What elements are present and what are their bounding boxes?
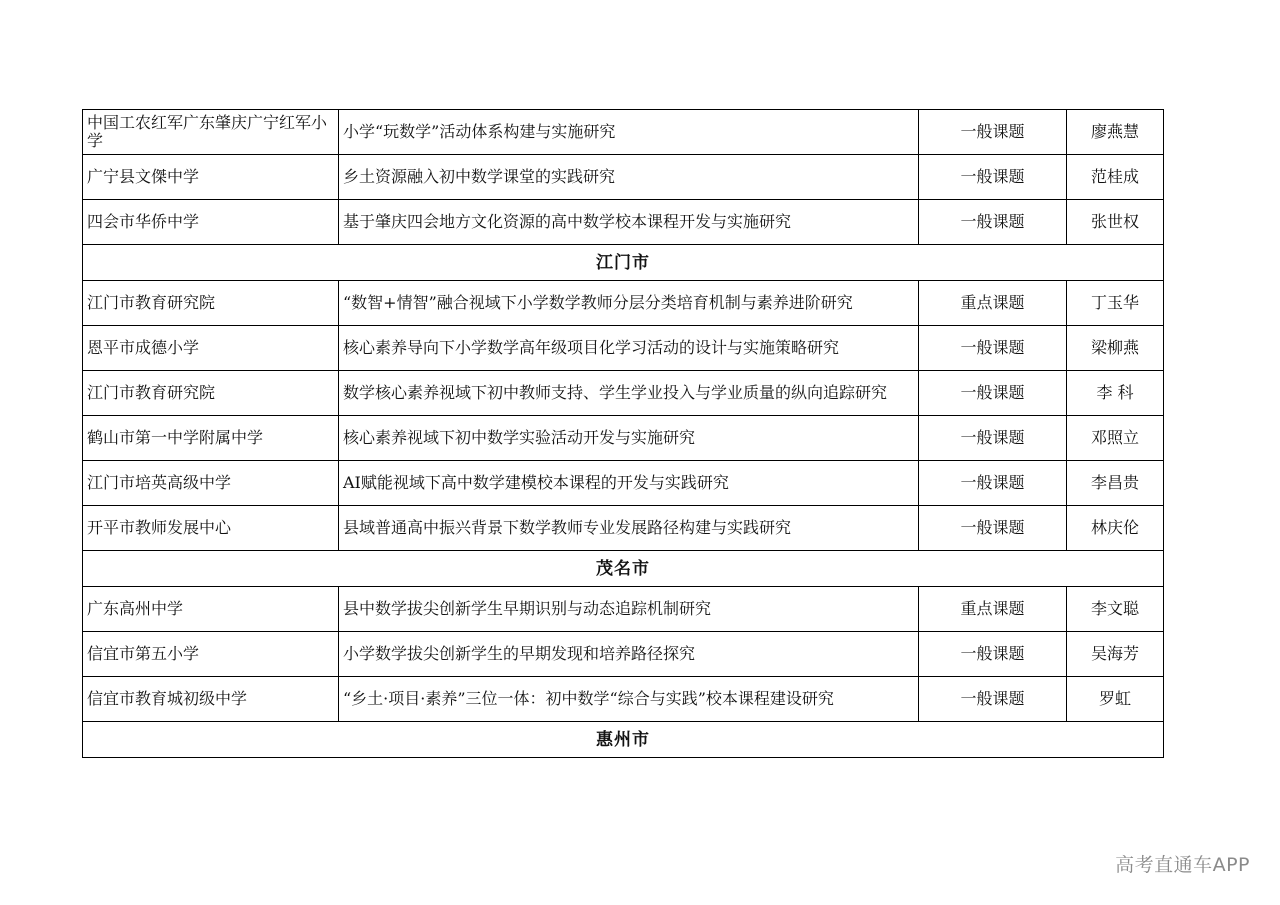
project-list-table	[82, 109, 1164, 758]
project-title-cell: AI赋能视域下高中数学建模校本课程的开发与实践研究	[339, 461, 919, 506]
school-name-cell: 广东高州中学	[83, 587, 339, 632]
project-title-cell: 乡土资源融入初中数学课堂的实践研究	[339, 155, 919, 200]
table-row	[83, 506, 1164, 551]
lead-person-cell: 范桂成	[1067, 155, 1164, 200]
table-row	[83, 677, 1164, 722]
project-title-cell: 数学核心素养视域下初中教师支持、学生学业投入与学业质量的纵向追踪研究	[339, 371, 919, 416]
lead-person-cell: 林庆伦	[1067, 506, 1164, 551]
school-name-cell: 广宁县文傑中学	[83, 155, 339, 200]
school-name-cell: 开平市教师发展中心	[83, 506, 339, 551]
project-list-body	[83, 110, 1164, 758]
watermark-text: 高考直通车APP	[1115, 854, 1250, 876]
lead-person-cell: 廖燕慧	[1067, 110, 1164, 155]
section-header-row	[83, 245, 1164, 281]
section-city-label: 惠州市	[83, 722, 1164, 758]
table-row	[83, 587, 1164, 632]
project-title-cell: 核心素养视域下初中数学实验活动开发与实施研究	[339, 416, 919, 461]
project-type-cell: 一般课题	[919, 110, 1067, 155]
project-type-cell: 一般课题	[919, 155, 1067, 200]
project-type-cell: 重点课题	[919, 587, 1067, 632]
section-header-row	[83, 551, 1164, 587]
table-row	[83, 110, 1164, 155]
project-type-cell: 一般课题	[919, 506, 1067, 551]
table-row	[83, 281, 1164, 326]
lead-person-cell: 李昌贵	[1067, 461, 1164, 506]
school-name-cell: 四会市华侨中学	[83, 200, 339, 245]
project-type-cell: 重点课题	[919, 281, 1067, 326]
school-name-cell: 信宜市第五小学	[83, 632, 339, 677]
project-title-cell: 小学“玩数学”活动体系构建与实施研究	[339, 110, 919, 155]
project-type-cell: 一般课题	[919, 677, 1067, 722]
school-name-cell: 江门市教育研究院	[83, 371, 339, 416]
section-header-row	[83, 722, 1164, 758]
table-row	[83, 326, 1164, 371]
project-type-cell: 一般课题	[919, 371, 1067, 416]
school-name-cell: 江门市教育研究院	[83, 281, 339, 326]
table-row	[83, 632, 1164, 677]
table-row	[83, 416, 1164, 461]
lead-person-cell: 张世权	[1067, 200, 1164, 245]
project-type-cell: 一般课题	[919, 461, 1067, 506]
project-type-cell: 一般课题	[919, 326, 1067, 371]
lead-person-cell: 罗虹	[1067, 677, 1164, 722]
project-title-cell: 基于肇庆四会地方文化资源的高中数学校本课程开发与实施研究	[339, 200, 919, 245]
school-name-cell: 鹤山市第一中学附属中学	[83, 416, 339, 461]
lead-person-cell: 李文聪	[1067, 587, 1164, 632]
section-city-label: 茂名市	[83, 551, 1164, 587]
lead-person-cell: 吴海芳	[1067, 632, 1164, 677]
school-name-cell: 江门市培英高级中学	[83, 461, 339, 506]
project-title-cell: 核心素养导向下小学数学高年级项目化学习活动的设计与实施策略研究	[339, 326, 919, 371]
lead-person-cell: 丁玉华	[1067, 281, 1164, 326]
school-name-cell: 恩平市成德小学	[83, 326, 339, 371]
school-name-cell: 信宜市教育城初级中学	[83, 677, 339, 722]
project-type-cell: 一般课题	[919, 416, 1067, 461]
project-title-cell: 县中数学拔尖创新学生早期识别与动态追踪机制研究	[339, 587, 919, 632]
project-title-cell: 县域普通高中振兴背景下数学教师专业发展路径构建与实践研究	[339, 506, 919, 551]
table-row	[83, 461, 1164, 506]
project-title-cell: “乡土·项目·素养”三位一体：初中数学“综合与实践”校本课程建设研究	[339, 677, 919, 722]
table-row	[83, 155, 1164, 200]
lead-person-cell: 梁柳燕	[1067, 326, 1164, 371]
table-row	[83, 200, 1164, 245]
section-city-label: 江门市	[83, 245, 1164, 281]
project-type-cell: 一般课题	[919, 632, 1067, 677]
table-row	[83, 371, 1164, 416]
lead-person-cell: 李 科	[1067, 371, 1164, 416]
project-title-cell: 小学数学拔尖创新学生的早期发现和培养路径探究	[339, 632, 919, 677]
project-type-cell: 一般课题	[919, 200, 1067, 245]
school-name-cell: 中国工农红军广东肇庆广宁红军小学	[83, 110, 339, 155]
lead-person-cell: 邓照立	[1067, 416, 1164, 461]
project-title-cell: “数智+情智”融合视域下小学数学教师分层分类培育机制与素养进阶研究	[339, 281, 919, 326]
